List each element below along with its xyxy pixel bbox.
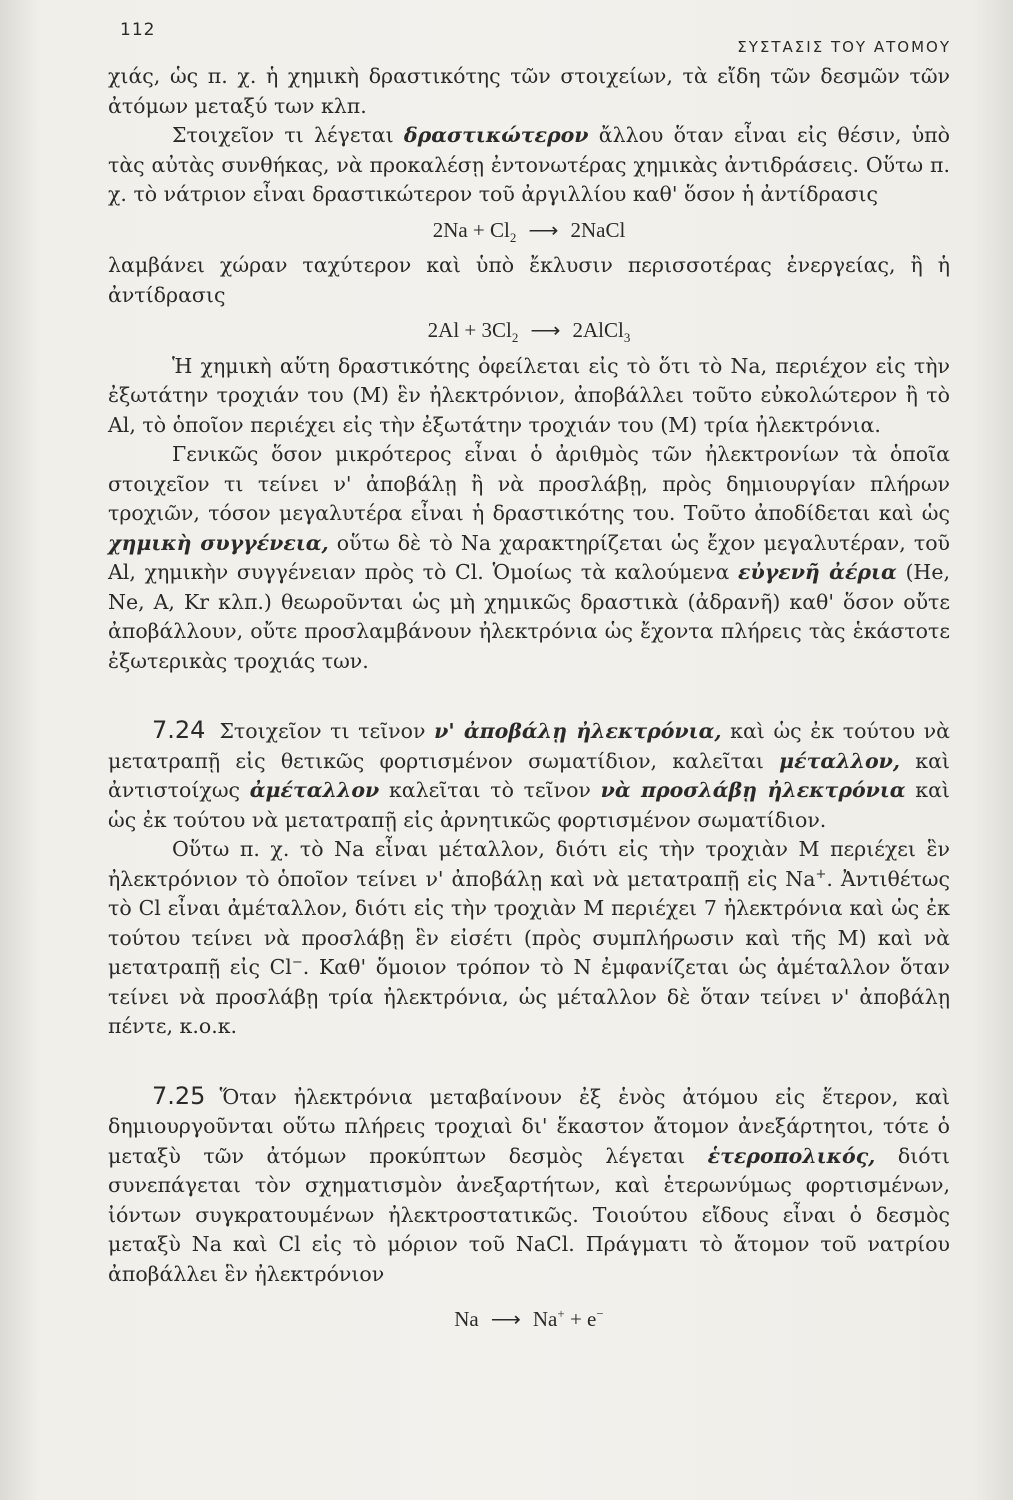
eq-lhs: 2Na + Cl <box>432 217 510 242</box>
term-heteropolar: ἑτεροπολικός, <box>707 1143 876 1168</box>
term-gain-electrons: νὰ προσλάβῃ ἠλεκτρόνια <box>600 778 906 802</box>
eq-rhs: 2AlCl <box>572 318 624 342</box>
paragraph-1: χιάς, ὡς π. χ. ἡ χημικὴ δραστικότης τῶν στοιχείων, τὰ εἴδη τῶν δεσμῶν τῶν ἀτόμων μεταξύ των κλπ. <box>108 64 950 118</box>
text-span: Στοιχεῖον τι λέγεται <box>172 123 394 147</box>
text-span: καὶ ἀντιστοίχως <box>108 748 950 802</box>
charge-sup: + <box>557 1306 565 1321</box>
reaction-arrow: ⟶ <box>530 318 561 342</box>
text-span: καὶ ὡς ἐκ τούτου νὰ μετατραπῇ εἰς ἀρνητικῶς φορτισμένον σωματίδιον. <box>108 778 950 832</box>
eq-sub: 2 <box>509 229 517 245</box>
equation-1 <box>108 216 950 246</box>
paragraph-3: λαμβάνει χώραν ταχύτερον καὶ ὑπὸ ἔκλυσιν περισσοτέρας ἐνεργείας, ἢ ἡ ἀντίδρασις <box>108 253 950 307</box>
term-noble-gases: εὐγενῆ ἀέρια <box>738 560 897 584</box>
charge-sup: − <box>291 955 303 971</box>
paragraph-6 <box>108 835 950 1042</box>
eq-rhs: + e <box>569 1307 597 1331</box>
text-span: Οὕτω π. χ. τὸ Na εἶναι μέταλλον, διότι εἰς τὴν τροχιὰν M περιέχει ἓν ἠλεκτρόνιον τὸ ὁποῖον τείνει ν' ἀποβάλῃ καὶ νὰ μετατραπῇ εἰς Na <box>108 837 950 891</box>
charge-sup: + <box>815 866 827 882</box>
text-span: καλεῖται τὸ τεῖνον <box>388 778 591 802</box>
reaction-arrow: ⟶ <box>490 1307 521 1331</box>
paragraph-2 <box>108 121 950 210</box>
section-7-25 <box>108 1082 950 1290</box>
eq-sub: 3 <box>623 330 631 346</box>
equation-2 <box>108 316 950 346</box>
term-metal: μέταλλον, <box>779 748 900 773</box>
text-span: Ὅταν ἠλεκτρόνια μεταβαίνουν ἐξ ἑνὸς ἀτόμου εἰς ἕτερον, καὶ δημιουργοῦνται οὕτω πλήρεις τροχιαὶ δι' ἕκαστον ἄτομον ἀνεξάρτητοι, τότε ὁ μεταξὺ τῶν ἀτόμων προκύπτων δεσμὸς λέγεται <box>108 1084 950 1168</box>
equation-3 <box>108 1305 950 1335</box>
eq-rhs: 2NaCl <box>570 217 626 242</box>
text-span: (He, Ne, A, Kr κλπ.) θεωροῦνται ὡς μὴ χημικῶς δραστικὰ (ἀδρανῆ) καθ' ὅσον οὔτε ἀποβάλλουν, οὔτε προσλαμβάνουν ἠλεκτρόνια ὡς ἔχοντα πλήρεις τὰς ἑκάστοτε ἐξωτερικὰς τροχιάς των. <box>108 560 950 673</box>
term-nonmetal: ἀμέταλλον <box>249 778 380 802</box>
charge-sup: − <box>596 1306 604 1321</box>
text-span: . Ἀντιθέτως τὸ Cl εἶναι ἀμέταλλον, διότι εἰς τὴν τροχιὰν M περιέχει 7 ἠλεκτρόνια καὶ ὡς ἐκ τούτου τείνει νὰ προσλάβῃ ἓν εἰσέτι (πρὸς συμπλήρωσιν καὶ τῆς M) καὶ νὰ μετατραπῇ εἰς Cl <box>108 866 950 979</box>
section-number: 7.24 <box>152 716 206 744</box>
text-span: οὕτω δὲ τὸ Na χαρακτηρίζεται ὡς ἔχον μεγαλυτέραν, τοῦ Al, χημικὴν συγγένειαν πρὸς τὸ Cl. Ὁμοίως τὰ καλούμενα <box>108 530 950 584</box>
term-chemical-affinity: χημικὴ συγγένεια, <box>108 530 329 555</box>
term-drastikoteron: δραστικώτερον <box>403 123 589 147</box>
running-title: ΣΥΣΤΑΣΙΣ ΤΟΥ ΑΤΟΜΟΥ <box>737 38 951 56</box>
paragraph-5 <box>108 440 950 676</box>
page-header <box>0 18 1013 58</box>
text-span: Γενικῶς ὅσον μικρότερος εἶναι ὁ ἀριθμὸς τῶν ἠλεκτρονίων τὰ ὁποῖα στοιχεῖον τι τείνει ν' ἀποβάλῃ ἢ νὰ προσλάβῃ, πρὸς δημιουργίαν πλήρων τροχιῶν, τόσον μεγαλυτέρα εἶναι ἡ δραστικότης του. Τοῦτο ἀποδίδεται καὶ ὡς <box>108 442 950 525</box>
text-span: διότι συνεπάγεται τὸν σχηματισμὸν ἀνεξαρτήτων, καὶ ἑτερωνύμως φορτισμένων, ἰόντων συγκρατουμένων ἠλεκτροστατικῶς. Τοιούτου εἴδους εἶναι ὁ δεσμὸς μεταξὺ Na καὶ Cl εἰς τὸ μόριον τοῦ NaCl. Πράγματι τὸ ἄτομον τοῦ νατρίου ἀποβάλλει ἓν ἠλεκτρόνιον <box>108 1143 950 1286</box>
reaction-arrow: ⟶ <box>528 217 559 242</box>
text-span: Στοιχεῖον τι τεῖνον <box>219 719 426 743</box>
text-span: . Καθ' ὅμοιον τρόπον τὸ N ἐμφανίζεται ὡς ἀμέταλλον ὅταν τείνει νὰ προσλάβῃ τρία ἠλεκτρόνια, ὡς μέταλλον δὲ ὅταν τείνει ν' ἀποβάλῃ πέντε, κ.ο.κ. <box>108 955 950 1038</box>
paragraph-4: Ἡ χημικὴ αὕτη δραστικότης ὀφείλεται εἰς τὸ ὅτι τὸ Na, περιέχον εἰς τὴν ἐξωτάτην τροχιάν του (M) ἓν ἠλεκτρόνιον, ἀποβάλλει τοῦτο εὐκολώτερον ἢ τὸ Al, τὸ ὁποῖον περιέχει εἰς τὴν ἐξωτάτην τροχιάν του (M) τρία ἠλεκτρόνια. <box>108 353 950 437</box>
text-span: καὶ ὡς ἐκ τούτου νὰ μετατραπῇ εἰς θετικῶς φορτισμένον σωματίδιον, καλεῖται <box>108 719 950 773</box>
term-lose-electrons: ν' ἀποβάλῃ ἠλεκτρόνια, <box>434 719 722 743</box>
page-number: 112 <box>120 20 156 40</box>
eq-sub: 2 <box>511 330 519 346</box>
section-number: 7.25 <box>152 1081 206 1110</box>
page-body <box>108 62 950 1341</box>
eq-lhs: Na <box>454 1307 479 1331</box>
eq-rhs: Na <box>532 1307 558 1331</box>
text-span: ἄλλου ὅταν εἶναι εἰς θέσιν, ὑπὸ τὰς αὐτὰς συνθήκας, νὰ προκαλέσῃ ἐντονωτέρας χημικὰς ἀντιδράσεις. Οὕτω π. χ. τὸ νάτριον εἶναι δραστικώτερον τοῦ ἀργιλλίου καθ' ὅσον ἡ ἀντίδρασις <box>108 123 950 206</box>
section-7-24 <box>108 716 950 835</box>
eq-lhs: 2Al + 3Cl <box>427 318 512 342</box>
